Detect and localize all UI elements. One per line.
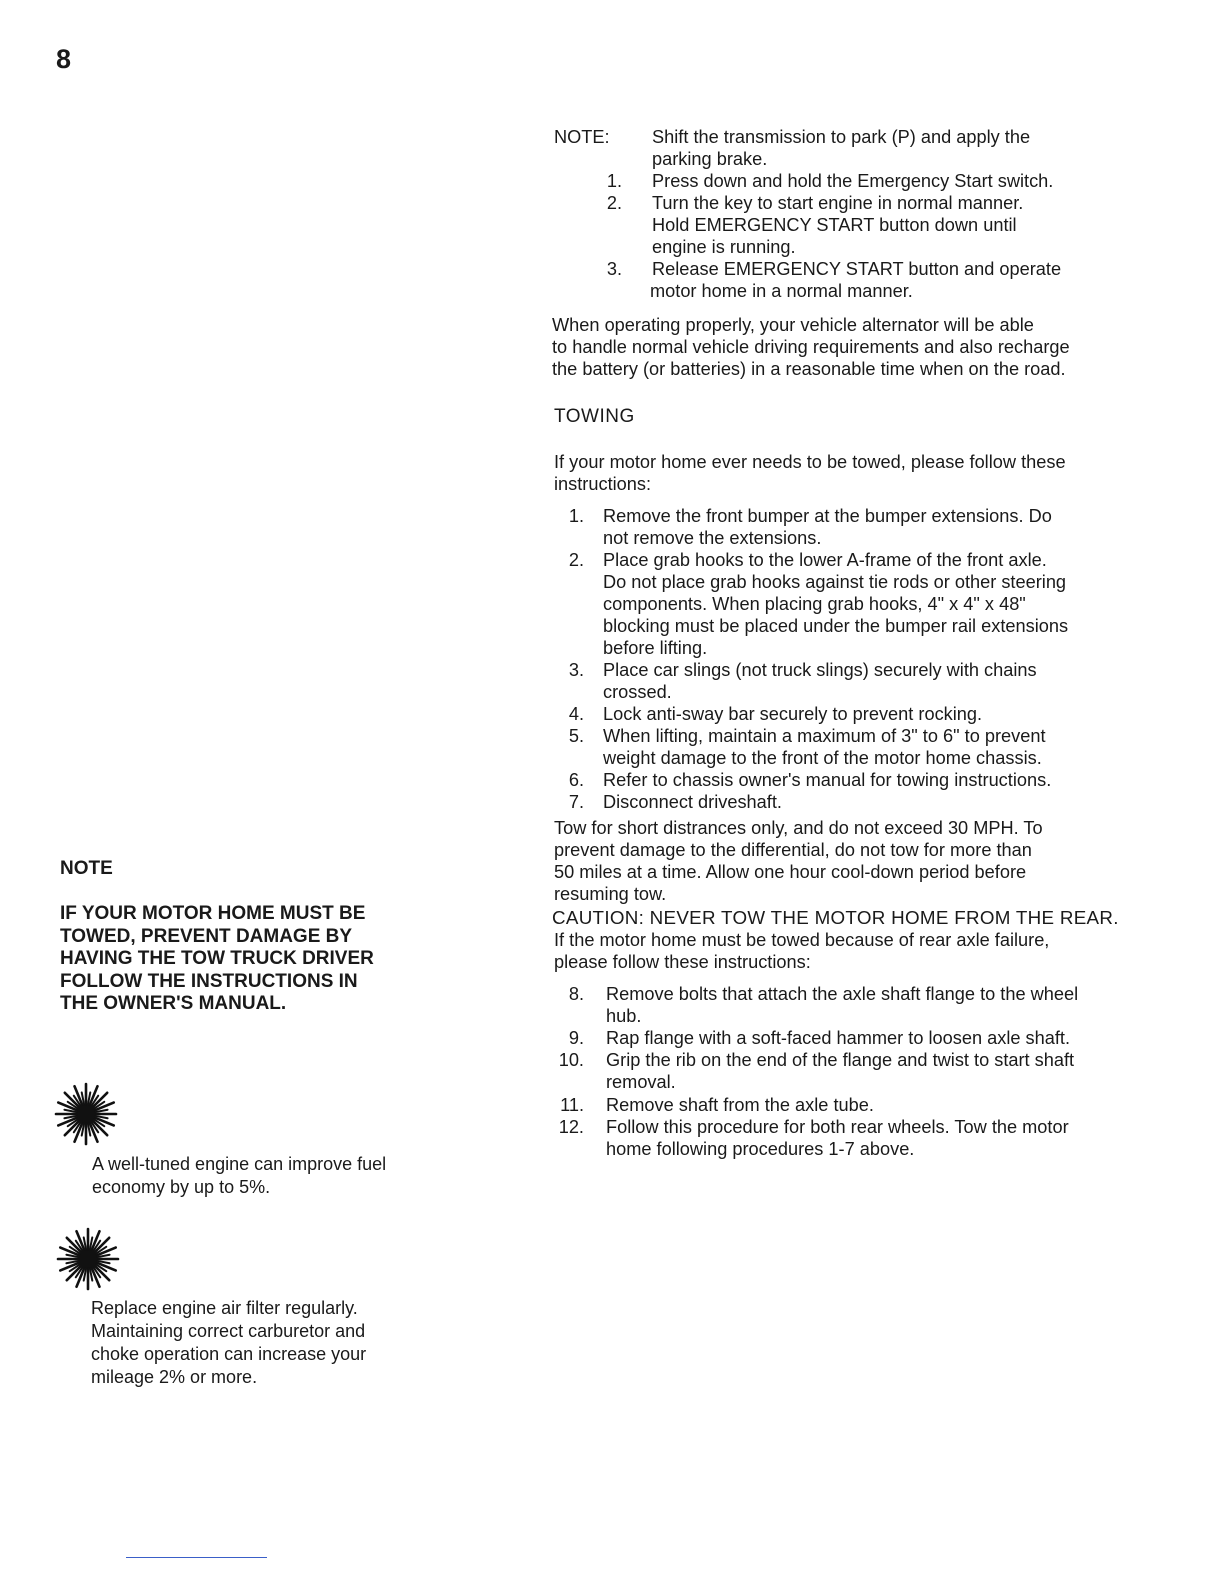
rear-step-number: 12. — [558, 1117, 584, 1137]
alternator-line: When operating properly, your vehicle alternator will be able — [552, 315, 1034, 335]
tow-limit-line: Tow for short distrances only, and do not exceed 30 MPH. To — [554, 818, 1043, 838]
tow-step-number: 7. — [568, 792, 584, 812]
start-step-number: 2. — [606, 193, 622, 213]
sunburst-icon — [54, 1082, 118, 1146]
rear-step-line: Remove shaft from the axle tube. — [606, 1095, 874, 1115]
start-step-line: Hold EMERGENCY START button down until — [652, 215, 1017, 235]
tow-step-number: 5. — [568, 726, 584, 746]
air-filter-tip — [91, 1297, 366, 1389]
tow-step-line: before lifting. — [603, 638, 708, 658]
tow-step-line: blocking must be placed under the bumper rail extensions — [603, 616, 1069, 636]
page-number: 8 — [56, 44, 72, 74]
rear-step-number: 10. — [558, 1050, 584, 1070]
alternator-line: to handle normal vehicle driving requirements and also recharge — [552, 337, 1070, 357]
air-filter-tip-line: mileage 2% or more. — [91, 1367, 258, 1387]
fuel-tip — [92, 1153, 386, 1199]
rear-step-line: Grip the rib on the end of the flange and twist to start shaft — [606, 1050, 1075, 1070]
tow-step-number: 2. — [568, 550, 584, 570]
tow-step-number: 3. — [568, 660, 584, 680]
note-line: Shift the transmission to park (P) and apply the — [652, 127, 1031, 147]
sidebar-note-line: FOLLOW THE INSTRUCTIONS IN — [60, 970, 358, 992]
tow-step-line: Refer to chassis owner's manual for towing instructions. — [603, 770, 1052, 790]
sidebar-note-line: IF YOUR MOTOR HOME MUST BE — [60, 903, 366, 924]
tow-step-line: components. When placing grab hooks, 4" x 4" x 48" — [603, 594, 1026, 614]
start-step-line: Turn the key to start engine in normal manner. — [652, 193, 1024, 213]
sunburst-icon — [56, 1227, 120, 1291]
tow-step-line: weight damage to the front of the motor home chassis. — [603, 748, 1042, 768]
sidebar-note-line: HAVING THE TOW TRUCK DRIVER — [60, 948, 374, 969]
sidebar-note-heading: NOTE — [60, 858, 113, 879]
sidebar-note-body — [60, 903, 460, 1016]
tow-step-number: 6. — [568, 770, 584, 790]
tow-step-line: Lock anti-sway bar securely to prevent rocking. — [603, 704, 983, 724]
rear-step-line: Follow this procedure for both rear wheels. Tow the motor — [606, 1117, 1069, 1137]
tow-limit-line: 50 miles at a time. Allow one hour cool-down period before — [554, 862, 1027, 882]
rear-step-number: 9. — [568, 1028, 584, 1048]
rear-step-line: Rap flange with a soft-faced hammer to loosen axle shaft. — [606, 1028, 1071, 1048]
sidebar-note-line: THE OWNER'S MANUAL. — [60, 993, 287, 1014]
sidebar-note-line: TOWED, PREVENT DAMAGE BY — [60, 925, 353, 947]
footer-divider — [126, 1557, 267, 1558]
rear-step-number: 11. — [560, 1095, 584, 1115]
start-step-line: Release EMERGENCY START button and operate — [652, 259, 1062, 279]
start-step-line: engine is running. — [652, 237, 796, 257]
tow-step-line: Place car slings (not truck slings) securely with chains — [603, 660, 1037, 680]
start-step-line: motor home in a normal manner. — [650, 281, 913, 301]
rear-step-number: 8. — [568, 984, 584, 1004]
towing-intro-line: instructions: — [554, 474, 652, 494]
rear-step-line: Remove bolts that attach the axle shaft flange to the wheel — [606, 984, 1079, 1004]
caution-text: CAUTION: NEVER TOW THE MOTOR HOME FROM THE REAR. — [552, 907, 1119, 928]
towing-heading: TOWING — [554, 406, 635, 427]
air-filter-tip-line: Replace engine air filter regularly. — [91, 1298, 358, 1318]
rear-step-line: removal. — [606, 1072, 676, 1092]
towing-intro-line: If your motor home ever needs to be towed, please follow these — [554, 452, 1066, 472]
note-line: parking brake. — [652, 149, 768, 169]
rear-intro-line: please follow these instructions: — [554, 952, 811, 972]
rear-intro-line: If the motor home must be towed because of rear axle failure, — [554, 930, 1050, 950]
tow-step-number: 1. — [568, 506, 584, 526]
start-step-number: 3. — [606, 259, 622, 279]
tow-step-line: Remove the front bumper at the bumper extensions. Do — [603, 506, 1052, 526]
start-step-number: 1. — [606, 171, 622, 191]
fuel-tip-line: economy by up to 5%. — [92, 1177, 271, 1197]
air-filter-tip-line: choke operation can increase your — [91, 1344, 367, 1364]
tow-limit-line: prevent damage to the differential, do not tow for more than — [554, 840, 1032, 860]
air-filter-tip-line: Maintaining correct carburetor and — [91, 1321, 366, 1341]
tow-step-line: crossed. — [603, 682, 672, 702]
tow-step-line: Place grab hooks to the lower A-frame of the front axle. — [603, 550, 1047, 570]
fuel-tip-line: A well-tuned engine can improve fuel — [92, 1154, 387, 1174]
tow-step-number: 4. — [568, 704, 584, 724]
tow-step-line: not remove the extensions. — [603, 528, 822, 548]
alternator-line: the battery (or batteries) in a reasonable time when on the road. — [552, 359, 1066, 379]
tow-limit-line: resuming tow. — [554, 884, 667, 904]
note-label: NOTE: — [554, 127, 610, 147]
rear-step-line: hub. — [606, 1006, 642, 1026]
rear-step-line: home following procedures 1-7 above. — [606, 1139, 915, 1159]
tow-step-line: Disconnect driveshaft. — [603, 792, 782, 812]
tow-step-line: When lifting, maintain a maximum of 3" to 6" to prevent — [603, 726, 1046, 746]
tow-step-line: Do not place grab hooks against tie rods or other steering — [603, 572, 1067, 592]
start-step-line: Press down and hold the Emergency Start switch. — [652, 171, 1054, 191]
